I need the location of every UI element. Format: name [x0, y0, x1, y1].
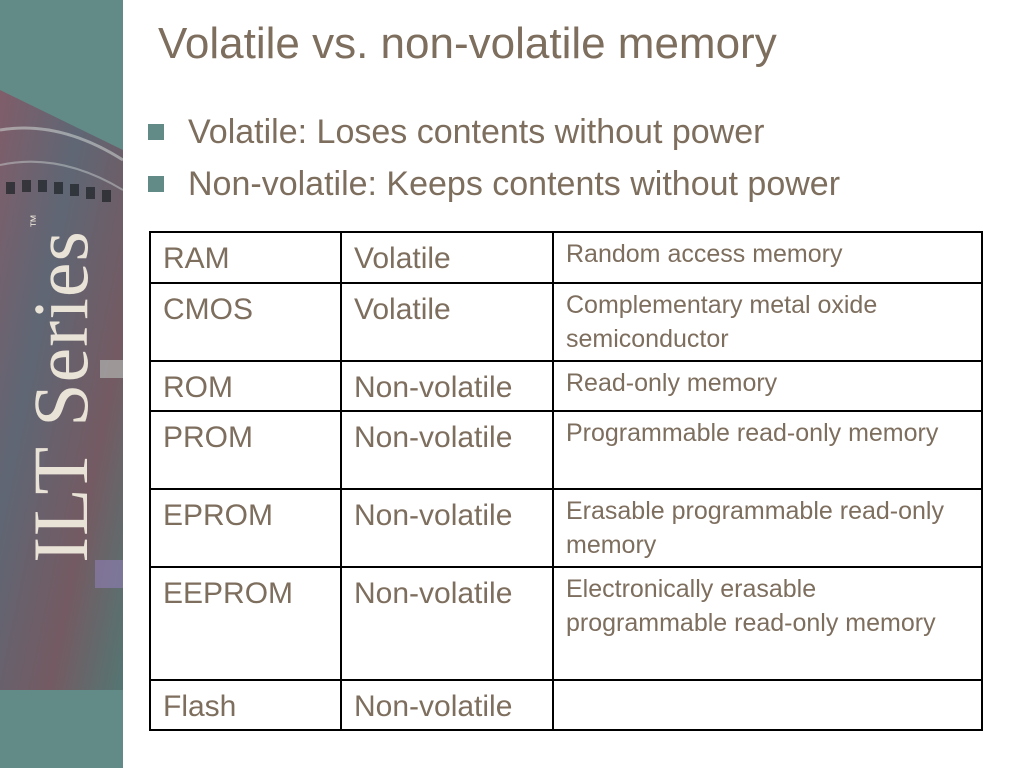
table-row [150, 283, 982, 361]
volatility-cell: Non-volatile [341, 567, 553, 680]
memory-name-cell: Flash [150, 680, 341, 730]
square-bullet-icon [148, 124, 164, 140]
trademark-symbol: ™ [27, 213, 43, 229]
volatility-cell: Volatile [341, 232, 553, 283]
volatility-cell: Volatile [341, 283, 553, 361]
bullet-text: Non-volatile: Keeps contents without power [188, 164, 841, 203]
square-bullet-icon [148, 176, 164, 192]
description-cell: Electronically erasable programmable read-only memory [553, 567, 982, 680]
table-row [150, 680, 982, 730]
volatility-cell: Non-volatile [341, 489, 553, 567]
description-cell: Erasable programmable read-only memory [553, 489, 982, 567]
description-cell: Programmable read-only memory [553, 411, 982, 489]
decorative-side-band [0, 0, 123, 768]
slide-title: Volatile vs. non-volatile memory [158, 19, 777, 68]
volatility-cell: Non-volatile [341, 680, 553, 730]
description-cell: Complementary metal oxide semiconductor [553, 283, 982, 361]
table-row [150, 232, 982, 283]
logo-wordmark: ILT Series [17, 230, 104, 563]
table-row [150, 567, 982, 680]
memory-name-cell: CMOS [150, 283, 341, 361]
bullet-item [148, 106, 840, 158]
bullet-list [148, 106, 840, 210]
description-cell [553, 680, 982, 730]
table-row [150, 489, 982, 567]
description-cell: Read-only memory [553, 361, 982, 411]
memory-name-cell: EPROM [150, 489, 341, 567]
table-row [150, 411, 982, 489]
ilt-series-logo [17, 213, 104, 563]
memory-name-cell: RAM [150, 232, 341, 283]
description-cell: Random access memory [553, 232, 982, 283]
volatility-cell: Non-volatile [341, 361, 553, 411]
memory-name-cell: PROM [150, 411, 341, 489]
table-row [150, 361, 982, 411]
memory-name-cell: EEPROM [150, 567, 341, 680]
volatility-cell: Non-volatile [341, 411, 553, 489]
memory-name-cell: ROM [150, 361, 341, 411]
bullet-item [148, 158, 840, 210]
memory-types-table [149, 231, 983, 731]
bullet-text: Volatile: Loses contents without power [188, 112, 765, 151]
